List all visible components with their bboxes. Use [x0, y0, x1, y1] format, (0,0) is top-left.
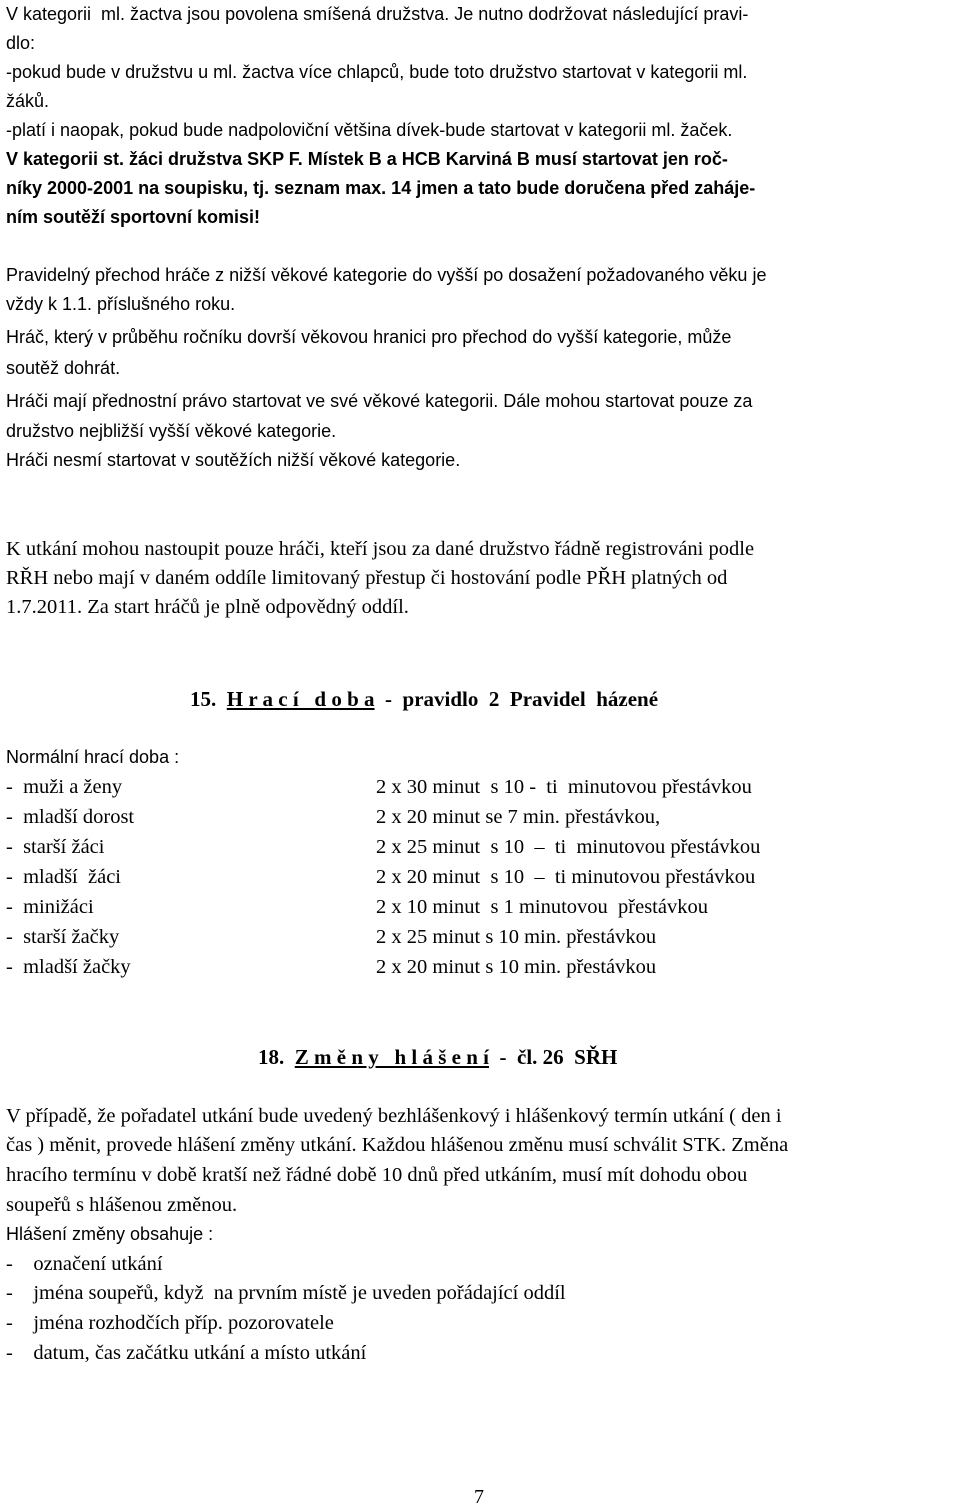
list-item: - datum, čas začátku utkání a místo utkání	[6, 1342, 367, 1364]
bold-text-line: V kategorii st. žáci družstva SKP F. Místek B a HCB Karviná B musí startovat jen roč-	[6, 149, 728, 169]
text-line: -pokud bude v družstvu u ml. žactva více chlapců, bude toto družstvo startovat v kategorii ml.	[6, 62, 748, 82]
time-cell: 2 x 25 minut s 10 – ti minutovou přestávkou	[376, 836, 761, 858]
time-cell: 2 x 20 minut se 7 min. přestávkou,	[376, 806, 661, 828]
heading-number: 18.	[258, 1045, 285, 1069]
category-cell: - mladší žačky	[6, 956, 131, 978]
category-cell: - muži a ženy	[6, 776, 123, 798]
heading-title: Z m ě n y h l á š e n í	[294, 1045, 490, 1069]
time-cell: 2 x 25 minut s 10 min. přestávkou	[376, 926, 657, 948]
heading-title: H r a c í d o b a	[226, 687, 375, 711]
text-line: V případě, že pořadatel utkání bude uvedený bezhlášenkový i hlášenkový termín utkání ( den i	[6, 1105, 782, 1127]
text-line: Hráči mají přednostní právo startovat ve své věkové kategorii. Dále mohou startovat pouze za	[6, 391, 753, 411]
category-cell: - mladší dorost	[6, 806, 135, 828]
text-line: Hráči nesmí startovat v soutěžích nižší věkové kategorie.	[6, 450, 461, 470]
text-line: -platí i naopak, pokud bude nadpoloviční většina dívek-bude startovat v kategorii ml. žaček.	[6, 120, 733, 140]
text-line: čas ) měnit, provede hlášení změny utkání. Každou hlášenou změnu musí schválit STK. Změna	[6, 1134, 789, 1156]
text-line: 1.7.2011. Za start hráčů je plně odpovědný oddíl.	[6, 596, 409, 618]
time-cell: 2 x 20 minut s 10 min. přestávkou	[376, 956, 657, 978]
heading-rest: - čl. 26 SŘH	[489, 1045, 618, 1069]
list-label: Hlášení změny obsahuje :	[6, 1224, 214, 1244]
text-line: dlo:	[6, 33, 36, 53]
time-cell: 2 x 30 minut s 10 - ti minutovou přestávkou	[376, 776, 752, 798]
text-line: V kategorii ml. žactva jsou povolena smíšená družstva. Je nutno dodržovat následující pravi-	[6, 4, 749, 24]
text-line: soutěž dohrát.	[6, 358, 121, 378]
time-cell: 2 x 20 minut s 10 – ti minutovou přestávkou	[376, 866, 756, 888]
list-item: - jména soupeřů, když na prvním místě je uveden pořádající oddíl	[6, 1282, 566, 1304]
text-line: družstvo nejbližší vyšší věkové kategorie.	[6, 421, 337, 441]
list-item: - jména rozhodčích příp. pozorovatele	[6, 1312, 334, 1334]
bold-text-line: ním soutěží sportovní komisi!	[6, 207, 261, 227]
category-cell: - starší žačky	[6, 926, 120, 948]
section-heading-18	[258, 1042, 617, 1072]
list-label: Normální hrací doba :	[6, 747, 180, 767]
category-cell: - starší žáci	[6, 836, 105, 858]
section-heading-15	[190, 684, 658, 714]
heading-rest: - pravidlo 2 Pravidel házené	[374, 687, 659, 711]
heading-number: 15.	[190, 687, 217, 711]
text-line: hracího termínu v době kratší než řádné době 10 dnů před utkáním, musí mít dohodu obou	[6, 1164, 748, 1186]
text-line: soupeřů s hlášenou změnou.	[6, 1194, 238, 1216]
page-number: 7	[474, 1486, 484, 1508]
text-line: RŘH nebo mají v daném oddíle limitovaný přestup či hostování podle PŘH platných od	[6, 567, 728, 589]
time-cell: 2 x 10 minut s 1 minutovou přestávkou	[376, 896, 708, 918]
bold-text-line: níky 2000-2001 na soupisku, tj. seznam max. 14 jmen a tato bude doručena před zaháje-	[6, 178, 756, 198]
text-line: vždy k 1.1. příslušného roku.	[6, 294, 236, 314]
text-line: K utkání mohou nastoupit pouze hráči, kteří jsou za dané družstvo řádně registrováni podle	[6, 538, 755, 560]
text-line: Pravidelný přechod hráče z nižší věkové kategorie do vyšší po dosažení požadovaného věku je	[6, 265, 767, 285]
category-cell: - mladší žáci	[6, 866, 121, 888]
category-cell: - minižáci	[6, 896, 94, 918]
text-line: žáků.	[6, 91, 50, 111]
list-item: - označení utkání	[6, 1253, 163, 1275]
text-line: Hráč, který v průběhu ročníku dovrší věkovou hranici pro přechod do vyšší kategorie, může	[6, 327, 732, 347]
